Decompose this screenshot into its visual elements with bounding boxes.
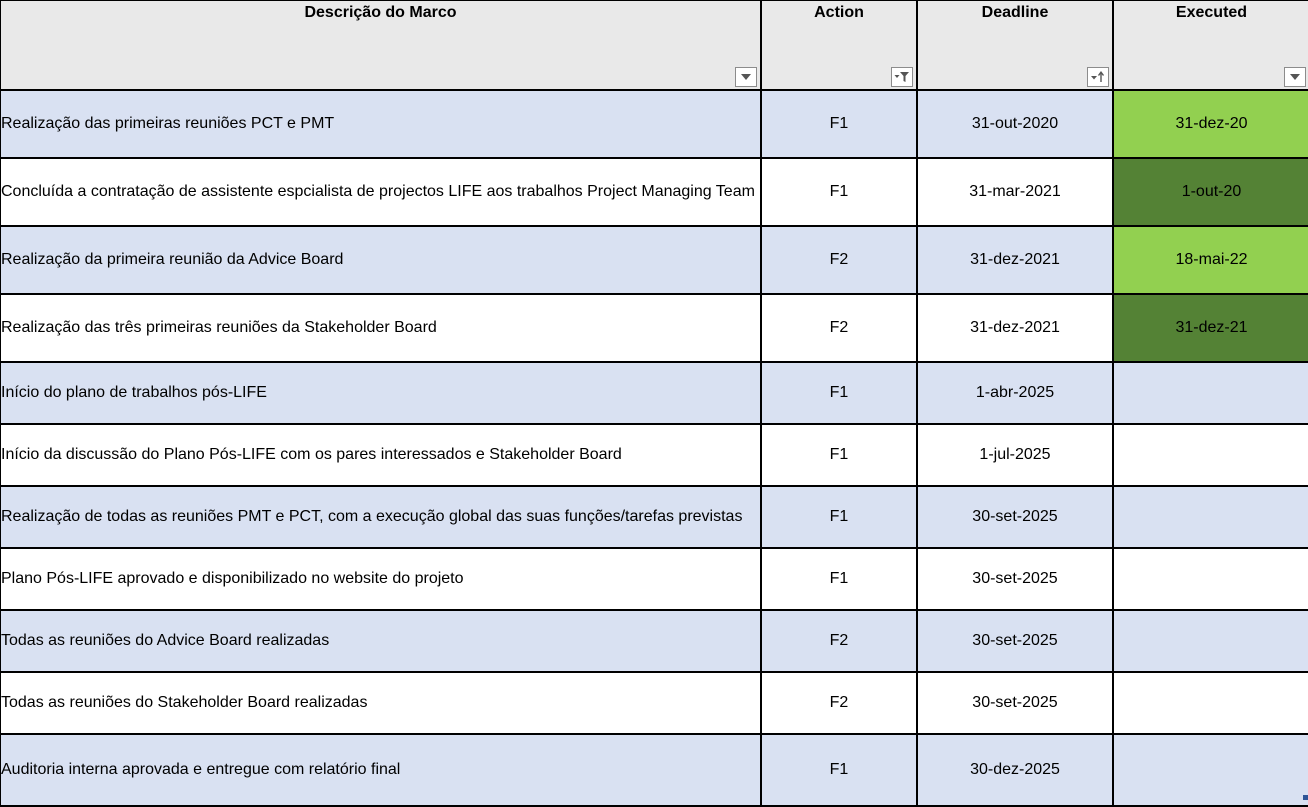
description-cell[interactable]: Auditoria interna aprovada e entregue com relatório final [0, 734, 761, 806]
column-header-description-label: Descrição do Marco [304, 4, 456, 21]
table-row [0, 610, 1308, 672]
dropdown-arrow-icon [1288, 72, 1302, 82]
dropdown-arrow-icon [739, 72, 753, 82]
action-cell[interactable]: F2 [761, 610, 917, 672]
description-cell[interactable]: Realização das três primeiras reuniões da Stakeholder Board [0, 294, 761, 362]
column-header-deadline-label: Deadline [982, 4, 1049, 21]
executed-cell[interactable] [1113, 610, 1308, 672]
table-resize-handle[interactable] [1303, 795, 1308, 800]
column-header-deadline [917, 0, 1113, 90]
table-row [0, 158, 1308, 226]
deadline-cell[interactable]: 31-dez-2021 [917, 226, 1113, 294]
executed-cell[interactable]: 18-mai-22 [1113, 226, 1308, 294]
deadline-sort-button[interactable] [1087, 67, 1109, 87]
executed-cell[interactable]: 31-dez-21 [1113, 294, 1308, 362]
executed-cell[interactable] [1113, 548, 1308, 610]
executed-cell[interactable] [1113, 734, 1308, 806]
deadline-cell[interactable]: 30-set-2025 [917, 548, 1113, 610]
deadline-cell[interactable]: 31-dez-2021 [917, 294, 1113, 362]
column-header-executed [1113, 0, 1308, 90]
deadline-cell[interactable]: 30-set-2025 [917, 610, 1113, 672]
description-cell[interactable]: Realização de todas as reuniões PMT e PCT, com a execução global das suas funções/tarefas previstas [0, 486, 761, 548]
executed-cell[interactable] [1113, 486, 1308, 548]
column-header-description [0, 0, 761, 90]
table-row [0, 486, 1308, 548]
description-cell[interactable]: Todas as reuniões do Stakeholder Board realizadas [0, 672, 761, 734]
table-row [0, 548, 1308, 610]
executed-cell[interactable] [1113, 672, 1308, 734]
description-cell[interactable]: Todas as reuniões do Advice Board realizadas [0, 610, 761, 672]
description-filter-button[interactable] [735, 67, 757, 87]
action-cell[interactable]: F2 [761, 294, 917, 362]
deadline-cell[interactable]: 30-set-2025 [917, 672, 1113, 734]
action-cell[interactable]: F2 [761, 672, 917, 734]
description-cell[interactable]: Realização das primeiras reuniões PCT e PMT [0, 90, 761, 158]
table-row [0, 362, 1308, 424]
sort-ascending-icon [1090, 71, 1106, 83]
executed-cell[interactable] [1113, 424, 1308, 486]
action-cell[interactable]: F2 [761, 226, 917, 294]
action-cell[interactable]: F1 [761, 90, 917, 158]
header-row [0, 0, 1308, 90]
description-cell[interactable]: Realização da primeira reunião da Advice Board [0, 226, 761, 294]
executed-cell[interactable]: 1-out-20 [1113, 158, 1308, 226]
table-row [0, 90, 1308, 158]
description-cell[interactable]: Concluída a contratação de assistente espcialista de projectos LIFE aos trabalhos Project Managing Team [0, 158, 761, 226]
description-cell[interactable]: Início da discussão do Plano Pós-LIFE com os pares interessados e Stakeholder Board [0, 424, 761, 486]
deadline-cell[interactable]: 31-mar-2021 [917, 158, 1113, 226]
action-cell[interactable]: F1 [761, 734, 917, 806]
action-cell[interactable]: F1 [761, 424, 917, 486]
table-row [0, 672, 1308, 734]
table-row [0, 226, 1308, 294]
action-cell[interactable]: F1 [761, 548, 917, 610]
deadline-cell[interactable]: 30-set-2025 [917, 486, 1113, 548]
executed-cell[interactable] [1113, 362, 1308, 424]
action-filter-button[interactable] [891, 67, 913, 87]
table-row [0, 734, 1308, 806]
action-cell[interactable]: F1 [761, 362, 917, 424]
table-row [0, 424, 1308, 486]
description-cell[interactable]: Início do plano de trabalhos pós-LIFE [0, 362, 761, 424]
action-cell[interactable]: F1 [761, 158, 917, 226]
deadline-cell[interactable]: 1-abr-2025 [917, 362, 1113, 424]
table-row [0, 294, 1308, 362]
deadline-cell[interactable]: 30-dez-2025 [917, 734, 1113, 806]
executed-cell[interactable]: 31-dez-20 [1113, 90, 1308, 158]
executed-filter-button[interactable] [1284, 67, 1306, 87]
filter-funnel-icon [894, 71, 910, 83]
action-cell[interactable]: F1 [761, 486, 917, 548]
deadline-cell[interactable]: 31-out-2020 [917, 90, 1113, 158]
description-cell[interactable]: Plano Pós-LIFE aprovado e disponibilizado no website do projeto [0, 548, 761, 610]
deadline-cell[interactable]: 1-jul-2025 [917, 424, 1113, 486]
column-header-action-label: Action [814, 4, 864, 21]
column-header-action [761, 0, 917, 90]
column-header-executed-label: Executed [1176, 4, 1247, 21]
